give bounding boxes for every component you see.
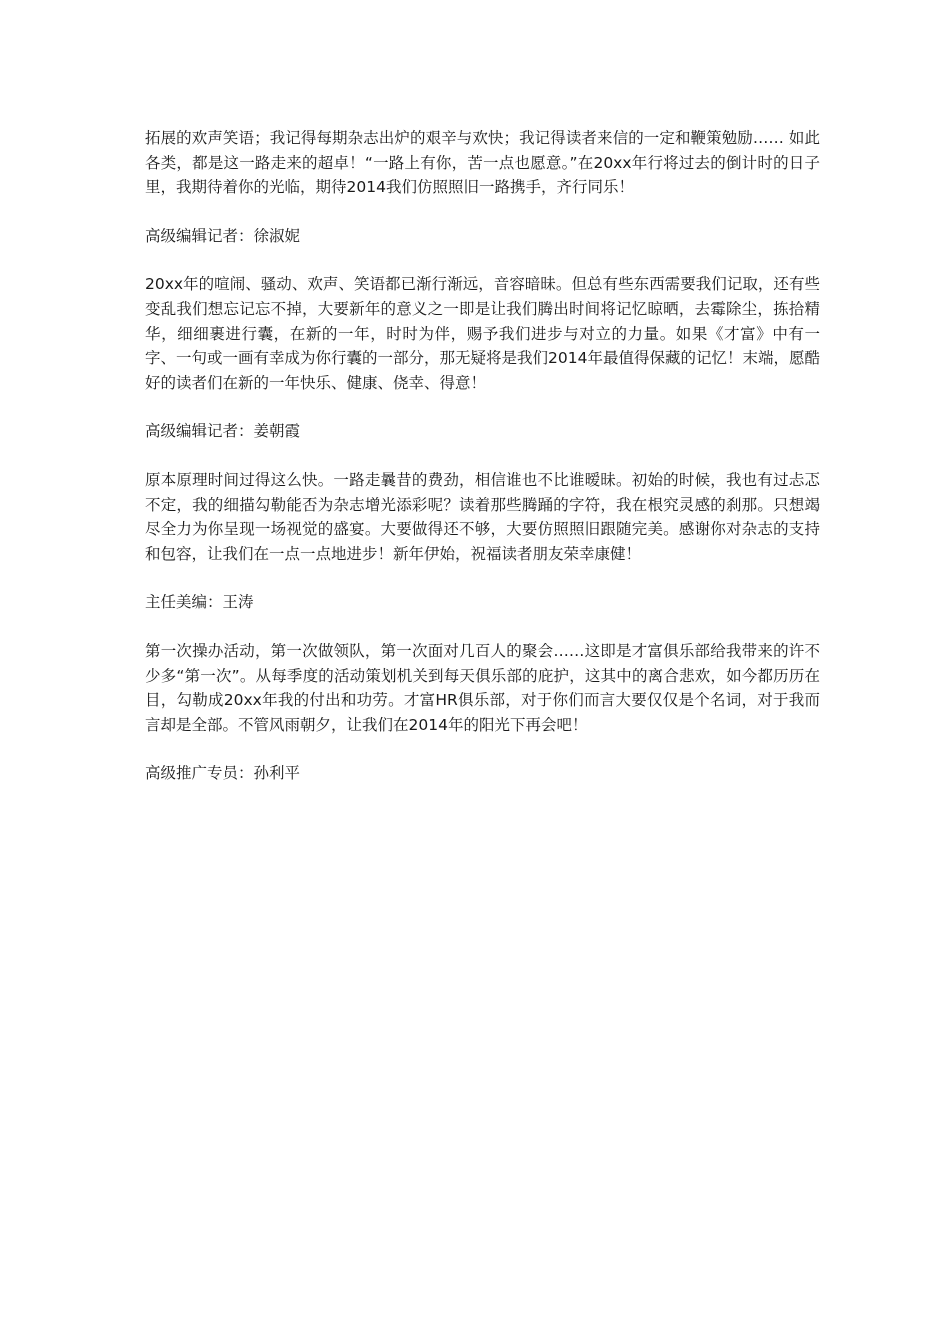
signature-xu-shuni: 高级编辑记者：徐淑妮 — [145, 226, 301, 245]
paragraph-new-year-memory: 20xx年的喧闹、骚动、欢声、笑语都已渐行渐远，音容暗昧。但总有些东西需要我们记取，还有些变乱我们想忘记忘不掉，大要新年的意义之一即是让我们腾出时间将记忆晾晒，去霉除尘，拣拾精华，细细裹进行囊，在新的一年，时时为伴，赐予我们进步与对立的力量。如果《才富》中有一字、一句或一画有幸成为你行囊的一部分，那无疑将是我们2014年最值得保藏的记忆！末端，愿酷好的读者们在新的一年快乐、健康、侥幸、得意！ — [145, 275, 820, 392]
signature-sun-liping: 高级推广专员：孙利平 — [145, 764, 301, 783]
paragraph-art-design: 原本原理时间过得这么快。一路走曩昔的费劲，相信谁也不比谁暧昧。初始的时候，我也有过忐忑不定，我的细描勾勒能否为杂志增光添彩呢？读着那些腾踊的字符，我在根究灵感的刹那。只想竭尽全力为你呈现一场视觉的盛宴。大要做得还不够，大要仿照照旧跟随完美。感谢你对杂志的支持和包容，让我们在一点一点地进步！新年伊始，祝福读者朋友荣幸康健！ — [145, 470, 820, 563]
signature-wang-tao: 主任美编：王涛 — [145, 593, 254, 612]
paragraph-closing-editorial: 拓展的欢声笑语；我记得每期杂志出炉的艰辛与欢快；我记得读者来信的一定和鞭策勉励…… 如此各类，都是这一路走来的超卓！“一路上有你，苦一点也愿意。”在20xx年行将过去的倒计时的日子里，我期待着你的光临，期待2014我们仿照照旧一路携手，齐行同乐！ — [145, 129, 820, 197]
signature-jiang-zhaoxia: 高级编辑记者：姜朝霞 — [145, 422, 301, 441]
paragraph-club-activities: 第一次操办活动，第一次做领队，第一次面对几百人的聚会……这即是才富俱乐部给我带来的许不少多“第一次”。从每季度的活动策划机关到每天俱乐部的庇护，这其中的离合悲欢，如今都历历在目，勾勒成20xx年我的付出和功劳。才富HR俱乐部，对于你们而言大要仅仅是个名词，对于我而言却是全部。不管风雨朝夕，让我们在2014年的阳光下再会吧！ — [145, 641, 820, 734]
document-body — [145, 126, 820, 810]
